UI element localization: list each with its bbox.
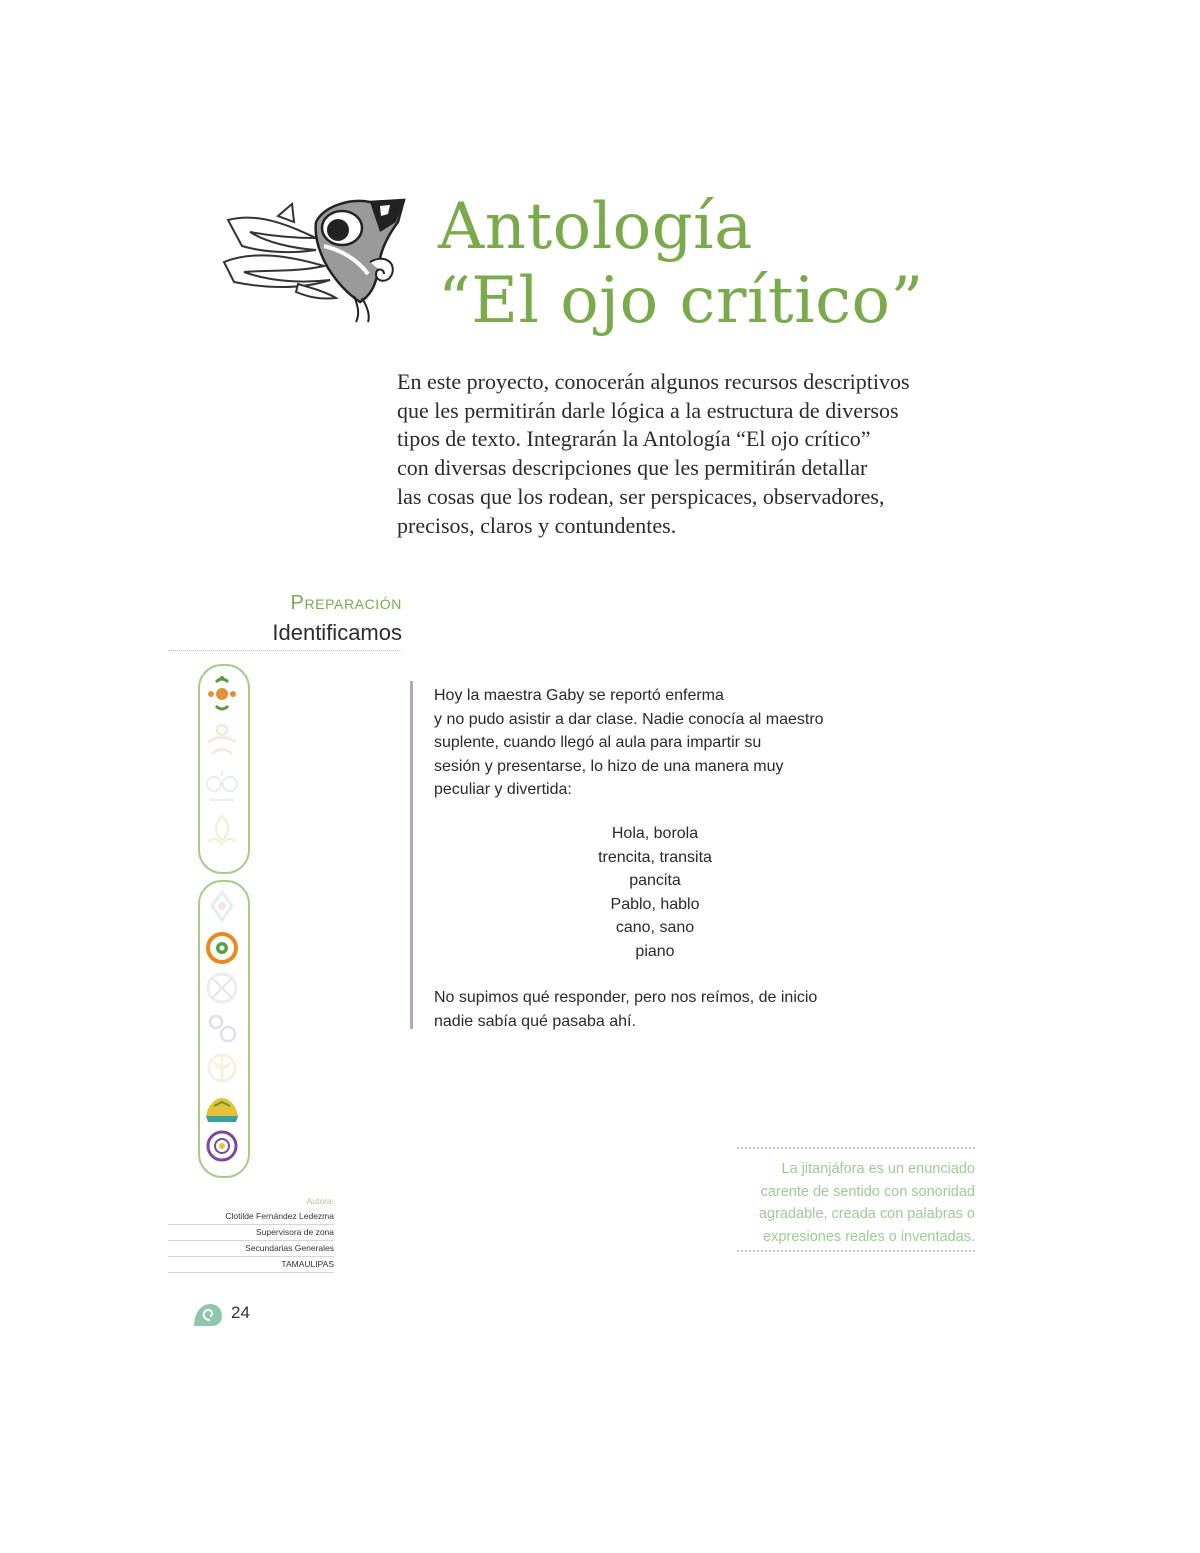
definition-line: carente de sentido con sonoridad bbox=[760, 1183, 975, 1200]
title-line-1: Antología bbox=[438, 190, 753, 264]
intro-line: tipos de texto. Integrarán la Antología “El ojo crítico” bbox=[397, 426, 871, 452]
intro-line: las cosas que los rodean, ser perspicaces, observadores, bbox=[397, 483, 885, 509]
faded-flower-icon bbox=[209, 1055, 235, 1081]
definition-line: La jitanjáfora es un enunciado bbox=[781, 1161, 975, 1177]
title-line-2: “El ojo crítico” bbox=[438, 264, 924, 338]
section-label: Preparación bbox=[290, 592, 402, 614]
faded-circles-icon bbox=[210, 1016, 235, 1041]
faded-rosette-icon bbox=[208, 974, 236, 1002]
story-line: sesión y presentarse, lo hizo de una manera muy bbox=[434, 757, 784, 775]
author-name: Clotilde Fernández Ledezma bbox=[168, 1209, 334, 1225]
section-divider bbox=[168, 650, 402, 651]
definition-top-rule bbox=[737, 1147, 975, 1149]
intro-line: con diversas descripciones que les permitirán detallar bbox=[397, 455, 868, 481]
verse-line: piano bbox=[635, 942, 675, 960]
verse-line: pancita bbox=[629, 872, 681, 889]
verse-line: Pablo, hablo bbox=[610, 895, 700, 913]
author-state: TAMAULIPAS bbox=[168, 1257, 334, 1273]
icon-column-bottom bbox=[198, 880, 250, 1178]
verse-line: Hola, borola bbox=[611, 825, 699, 842]
intro-line: que les permitirán darle lógica a la estructura de diversos bbox=[397, 397, 899, 423]
intro-line: precisos, claros y contundentes. bbox=[397, 512, 677, 538]
author-role: Supervisora de zona bbox=[168, 1225, 334, 1241]
author-heading: Autora: bbox=[306, 1196, 334, 1206]
story-line: suplente, cuando llegó al aula para impartir su bbox=[434, 734, 762, 751]
story-line: peculiar y divertida: bbox=[434, 781, 572, 798]
faded-figure-icon bbox=[208, 725, 236, 754]
author-credits bbox=[168, 1194, 334, 1273]
section-title: Identificamos bbox=[272, 620, 402, 645]
definition-line: agradable, creada con palabras o bbox=[758, 1206, 975, 1222]
faded-figure-icon bbox=[208, 816, 236, 844]
verse-line: cano, sano bbox=[615, 919, 695, 936]
intro-paragraph bbox=[397, 368, 942, 540]
orange-target-icon bbox=[208, 934, 236, 962]
faded-rosette-icon bbox=[212, 892, 232, 920]
story-paragraph bbox=[434, 684, 904, 802]
faded-figure-icon bbox=[207, 770, 237, 800]
closing-line: nadie sabía qué pasaba ahí. bbox=[434, 1012, 636, 1030]
author-area: Secundarias Generales bbox=[168, 1241, 334, 1257]
icon-column-top bbox=[198, 664, 250, 874]
intro-line: En este proyecto, conocerán algunos recursos descriptivos bbox=[397, 369, 910, 394]
snail-spiral-icon bbox=[192, 1300, 224, 1328]
turtle-shell-icon bbox=[206, 1098, 238, 1122]
closing-line: No supimos qué responder, pero nos reímos, de inicio bbox=[434, 989, 818, 1006]
verse-block bbox=[545, 822, 765, 963]
purple-spiral-icon bbox=[208, 1132, 236, 1160]
story-line: Hoy la maestra Gaby se reportó enferma bbox=[434, 687, 724, 704]
page-number: 24 bbox=[231, 1303, 250, 1322]
definition-line: expresiones reales o inventadas. bbox=[763, 1228, 975, 1245]
bird-head-logo-icon bbox=[220, 192, 412, 324]
verse-line: trencita, transita bbox=[598, 848, 712, 866]
page-title bbox=[438, 190, 958, 338]
story-accent-bar bbox=[410, 681, 413, 1029]
story-line: y no pudo asistir a dar clase. Nadie conocía al maestro bbox=[434, 710, 824, 728]
definition-note bbox=[737, 1158, 975, 1248]
closing-paragraph bbox=[434, 986, 904, 1033]
definition-bottom-rule bbox=[737, 1250, 975, 1252]
flower-dots-icon bbox=[208, 676, 236, 709]
